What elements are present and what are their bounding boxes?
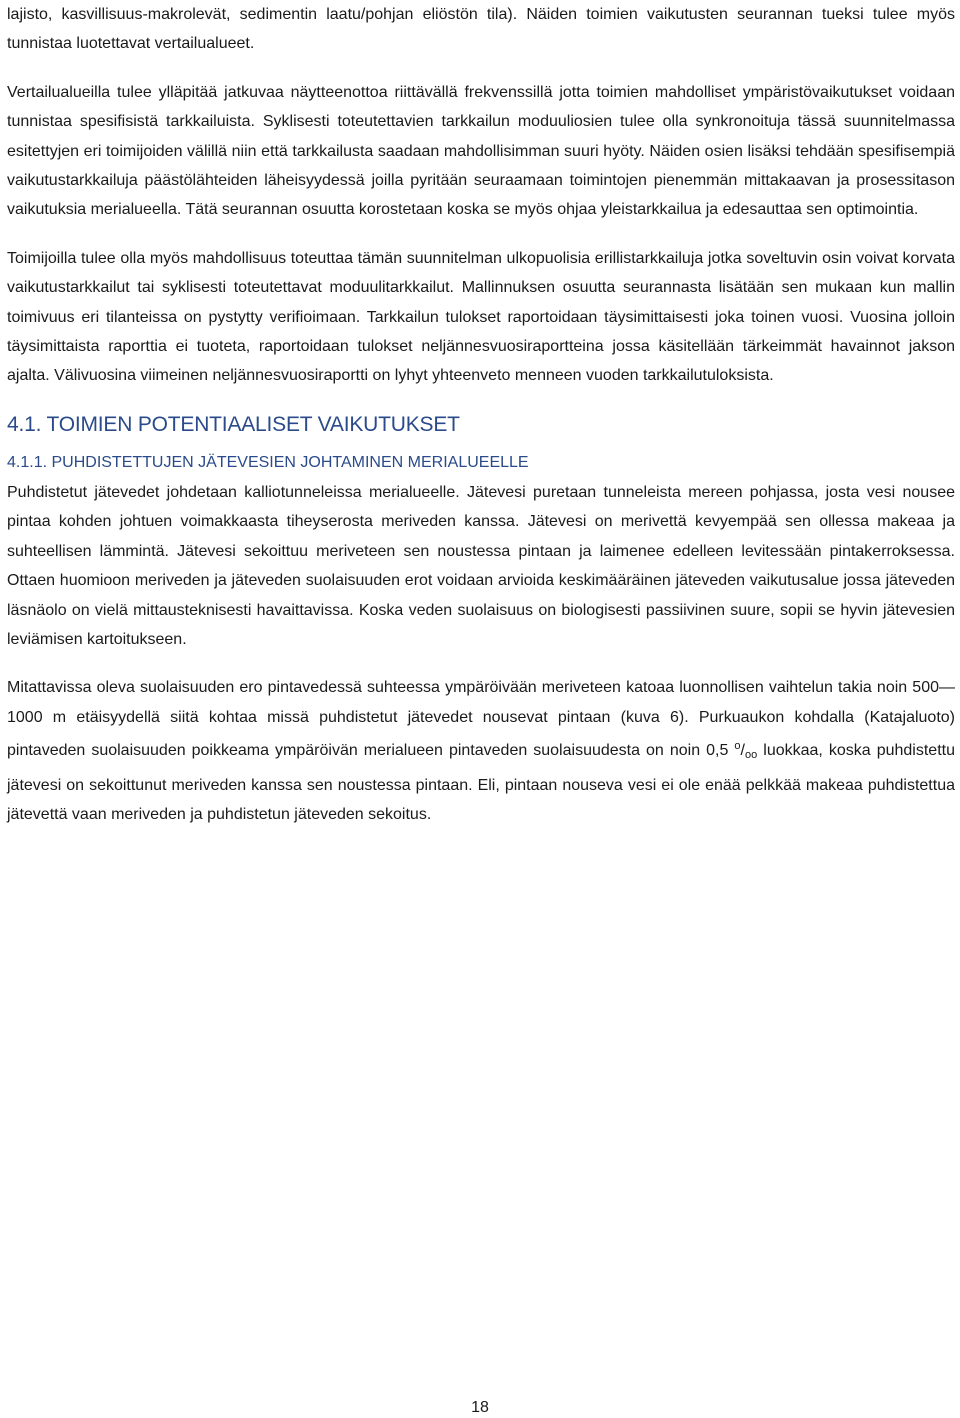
permil-sup: o	[734, 740, 741, 753]
permil-symbol	[734, 740, 758, 762]
paragraph-gap	[7, 59, 955, 78]
paragraph-reference-areas: Vertailualueilla tulee ylläpitää jatkuvaa näytteenottoa riittävällä frekvenssillä jotta toimien mahdolliset ympäristövaikutukset voidaan tunnistaa spesifisistä tarkkailuista. Syklisesti toteutettavien tarkkailun moduuliosien tulee olla synkronoituja tässä suunnitelmassa esitettyjen eri toimijoiden välillä niin että tarkkailusta saadaan mahdollisimman suuri hyöty. Näiden osien lisäksi tehdään spesifisempiä vaikutustarkkailuja päästölähteiden läheisyydessä joilla pyritään seuraamaan toimintojen pienemmän mittakaavan ja prosessitason vaikutuksia merialueella. Tätä seurannan osuutta korostetaan koska se myös ohjaa yleistarkkailua ja edesauttaa sen optimointia.	[7, 83, 955, 219]
permil-slash: /	[740, 742, 745, 760]
paragraph-salinity-difference	[7, 673, 955, 829]
paragraph-intro-continuation: lajisto, kasvillisuus-makrolevät, sedimentin laatu/pohjan eliöstön tila). Näiden toimien vaikutusten seurannan tueksi tulee myös tunnistaa luotettavat vertailualueet.	[7, 6, 955, 53]
page-number: 18	[471, 1399, 489, 1416]
salinity-text-after: luokkaa, koska puhdistettu jätevesi on sekoittunut meriveden kanssa sen noustessa pintaan. Eli, pintaan nouseva vesi ei ole enää pelkkää makeaa puhdistettua jätevettä vaan meriveden ja puhdistetun jäteveden sekoitus.	[7, 742, 955, 823]
permil-sub: oo	[744, 749, 758, 762]
salinity-text-before: Mitattavissa oleva suolaisuuden ero pintavedessä suhteessa ympäröivään meriveteen katoaa luonnollisen vaihtelun takia noin 500—1000 m etäisyydellä siitä kohtaa missä puhdistetut jätevedet nousevat pintaan (kuva 6). Purkuaukon kohdalla (Katajaluoto) pintaveden suolaisuuden poikkeama ympäröivän merialueen pintaveden suolaisuudesta on noin 0,5	[7, 679, 955, 760]
document-page	[7, 0, 955, 829]
section-heading: 4.1. TOIMIEN POTENTIAALISET VAIKUTUKSET	[7, 412, 460, 436]
paragraph-operators-monitoring: Toimijoilla tulee olla myös mahdollisuus toteuttaa tämän suunnitelman ulkopuolisia erillistarkkailuja jotka soveltuvin osin voivat korvata vaikutustarkkailut tai syklisesti toteutettavat moduulitarkkailut. Mallinnuksen osuutta seurannasta lisätään sen mukaan kun mallin toimivuus eri tilanteissa on pystytty verifioimaan. Tarkkailun tulokset raportoidaan täysimittaisesti joka toinen vuosi. Vuosina jolloin täysimittaista raporttia ei tuoteta, raportoidaan tulokset neljännesvuosiraportteina jossa käsitellään tärkeimmät havainnot jakson ajalta. Välivuosina viimeinen neljännesvuosiraportti on lyhyt yhteenveto menneen vuoden tarkkailutuloksista.	[7, 249, 955, 385]
subsection-heading: 4.1.1. PUHDISTETTUJEN JÄTEVESIEN JOHTAMINEN MERIALUEELLE	[7, 453, 529, 471]
paragraph-wastewater-discharge: Puhdistetut jätevedet johdetaan kalliotunneleissa merialueelle. Jätevesi puretaan tunneleista mereen pohjassa, josta vesi nousee pintaa kohden johtuen voimakkaasta tiheyserosta meriveden kanssa. Jätevesi on merivettä kevyempää sen ollessa makeaa ja suhteellisen lämmintä. Jätevesi sekoittuu meriveteen sen noustessa pintaan ja laimenee edelleen levitessään pintakerroksessa. Ottaen huomioon meriveden ja jäteveden suolaisuuden erot voidaan arvioida keskimääräinen jäteveden vaikutusalue jossa jäteveden läsnäolo on vielä mittausteknisesti havaittavissa. Koska veden suolaisuus on biologisesti passiivinen suure, sopii se hyvin jätevesien leviämisen kartoitukseen.	[7, 483, 955, 648]
paragraph-gap	[7, 225, 955, 244]
paragraph-gap	[7, 654, 955, 673]
